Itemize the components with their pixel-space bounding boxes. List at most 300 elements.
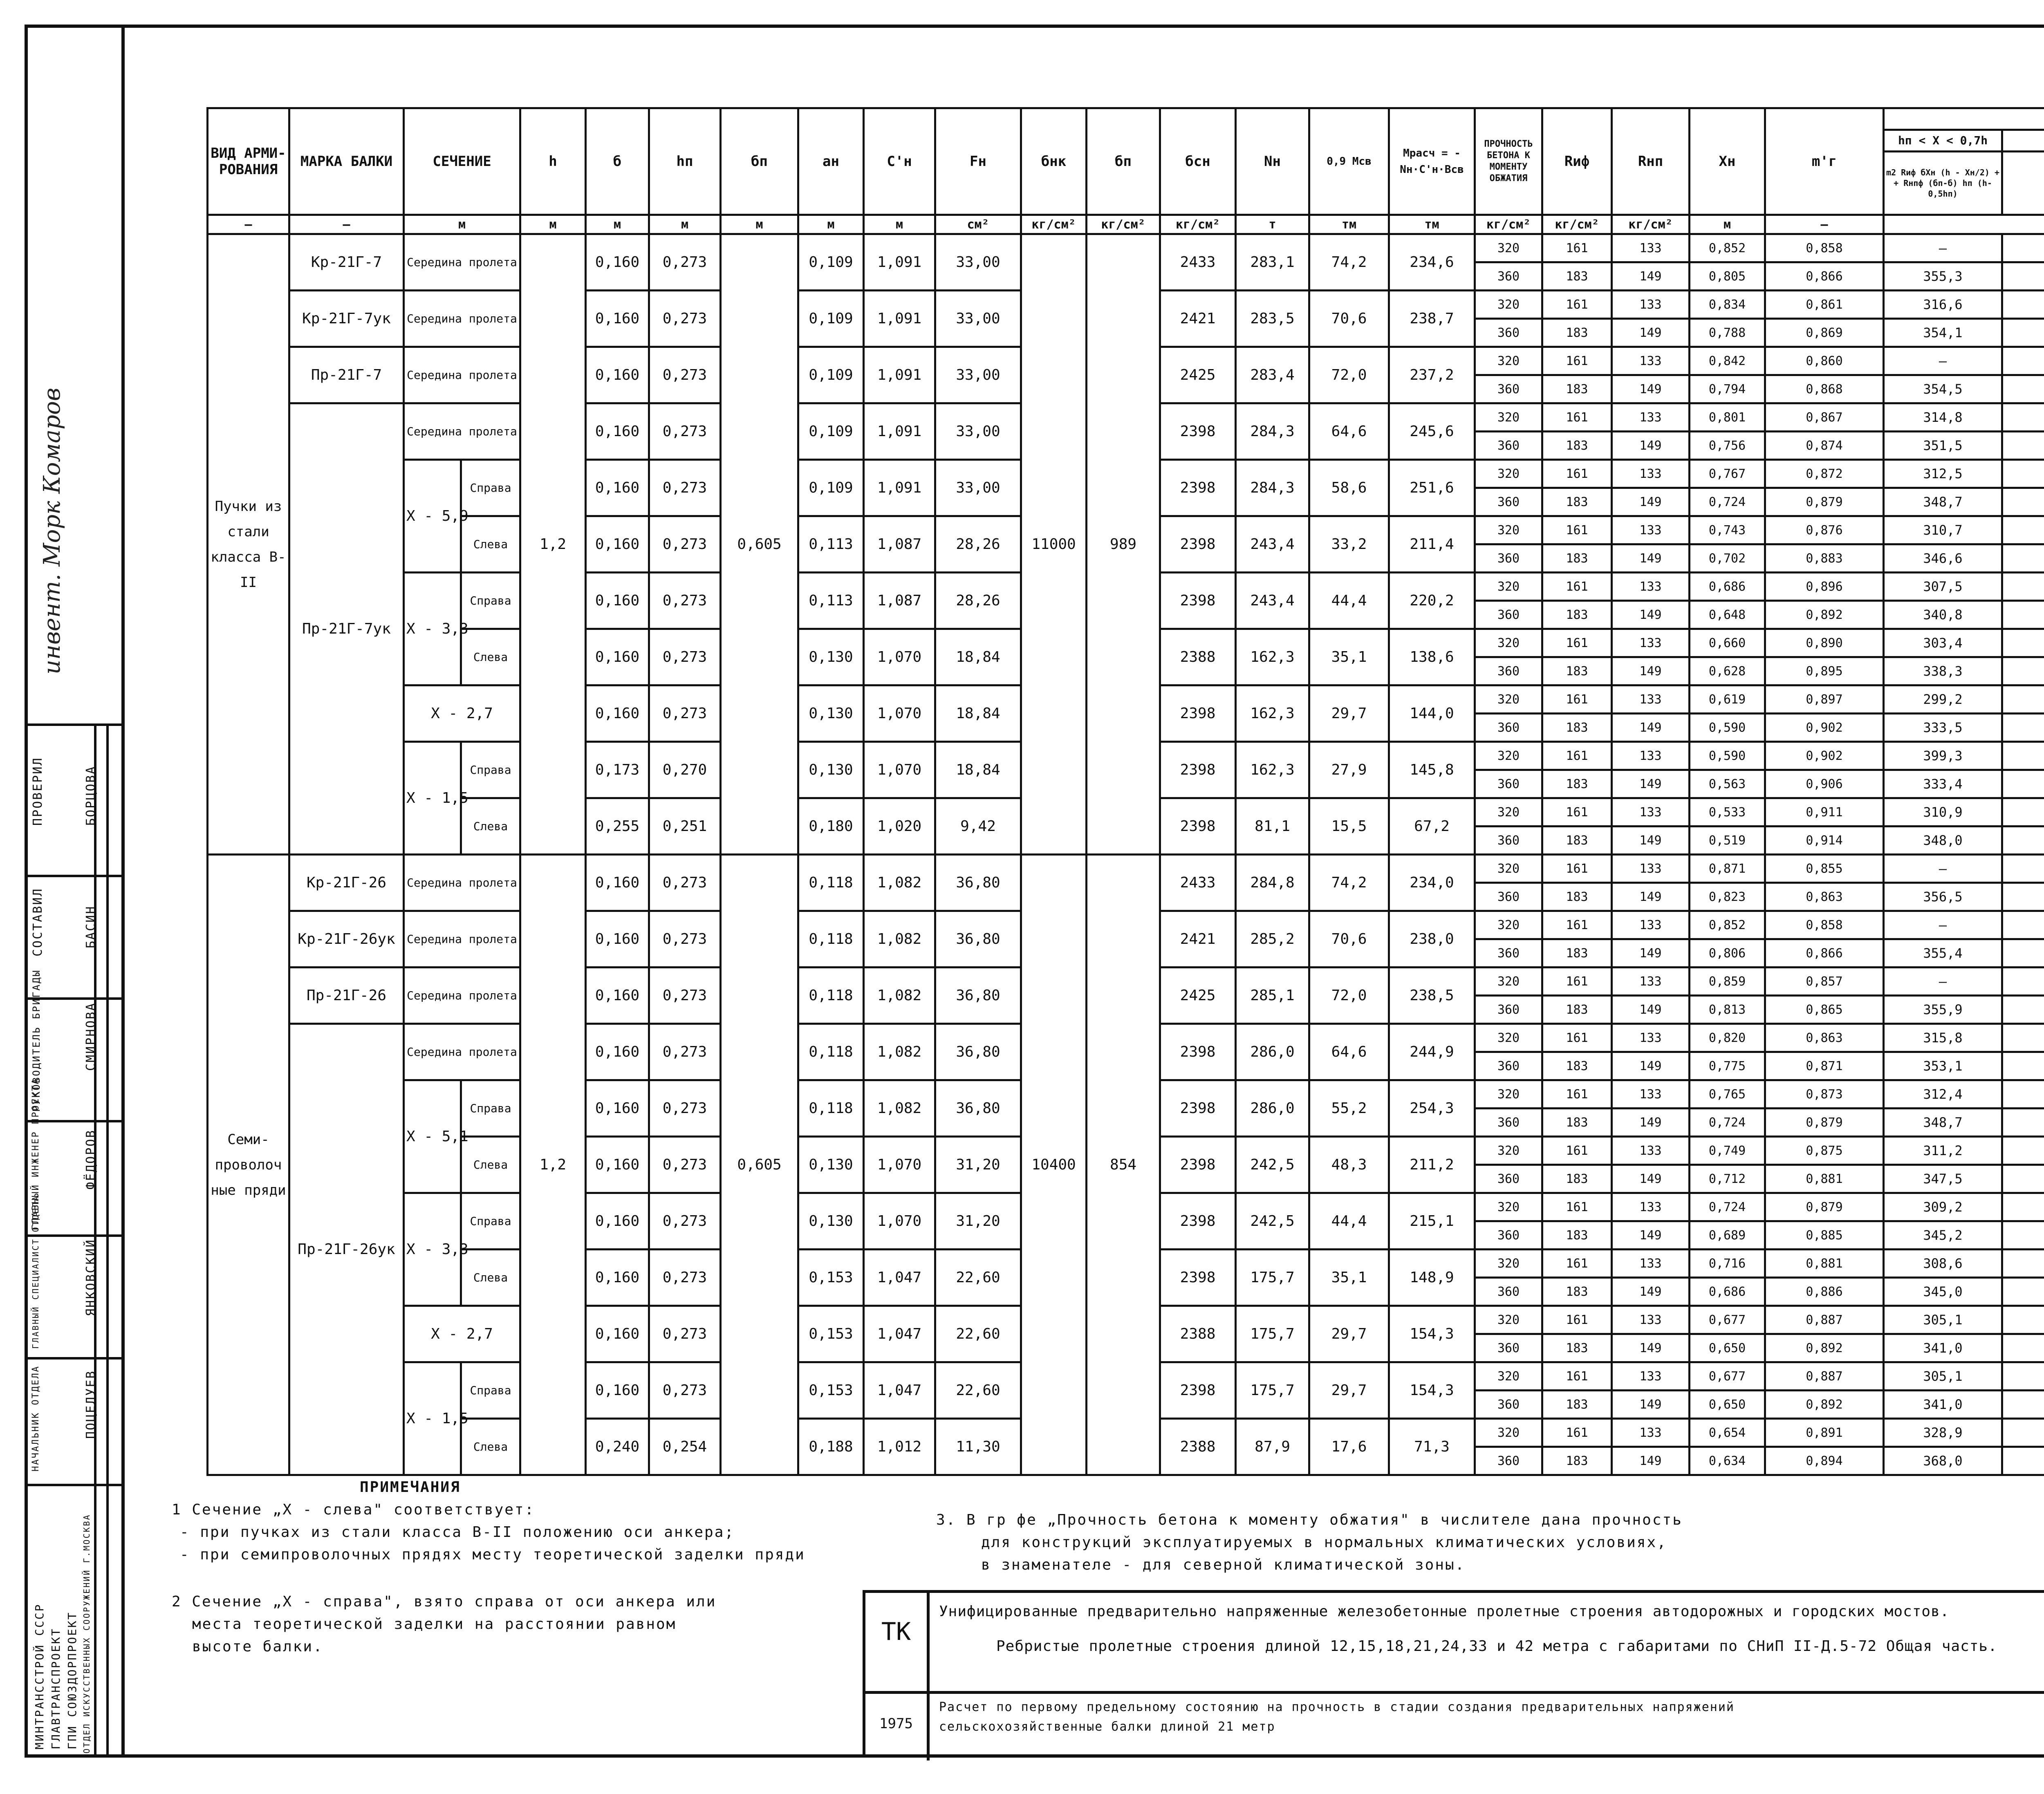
stamp-org: ГЛАВТРАНСПРОЕКТ — [49, 1628, 63, 1749]
prochn-cell: 360 — [1475, 1447, 1542, 1475]
scn-cell: 2398 — [1160, 1193, 1236, 1250]
cn-cell: 1,070 — [864, 1193, 935, 1250]
prochn-cell: 360 — [1475, 1052, 1542, 1080]
xn-cell: 0,686 — [1690, 573, 1765, 601]
mpred2-cell — [2002, 319, 2044, 347]
m2-cell: 0,892 — [1765, 1334, 1884, 1362]
mpred1-cell: 308,6 — [1884, 1250, 2002, 1278]
scn-cell: 2398 — [1160, 1362, 1236, 1419]
section-side-cell: Справа — [461, 460, 520, 516]
nn-cell: 243,4 — [1236, 573, 1309, 629]
cn-cell: 1,091 — [864, 234, 935, 291]
mpred1-cell: 347,5 — [1884, 1165, 2002, 1193]
mcb-cell: 72,0 — [1309, 347, 1389, 403]
scn-cell: 2398 — [1160, 1250, 1236, 1306]
m2-cell: 0,867 — [1765, 403, 1884, 432]
xn-cell: 0,743 — [1690, 516, 1765, 544]
xn-cell: 0,765 — [1690, 1080, 1765, 1109]
mcb-cell: 70,6 — [1309, 911, 1389, 968]
unit-cell: м — [649, 215, 721, 234]
col-h: h — [520, 108, 586, 215]
mrasch-cell: 67,2 — [1389, 798, 1475, 855]
col-sechenie: СЕЧЕНИЕ — [404, 108, 520, 215]
m2-cell: 0,881 — [1765, 1250, 1884, 1278]
hn-cell: 0,273 — [649, 573, 721, 629]
nn-cell: 285,2 — [1236, 911, 1309, 968]
m2-cell: 0,861 — [1765, 291, 1884, 319]
section-cell: Середина пролета — [404, 968, 520, 1024]
xn-cell: 0,677 — [1690, 1362, 1765, 1391]
unit-cell: — — [1765, 215, 1884, 234]
ru-cell: 161 — [1542, 911, 1612, 939]
prochn-cell: 360 — [1475, 319, 1542, 347]
mpred2-cell — [2002, 1419, 2044, 1447]
ru-cell: 161 — [1542, 1024, 1612, 1052]
mpred2-cell — [2002, 1193, 2044, 1221]
x-group-cell: X - 3,3 — [404, 1193, 461, 1306]
prochn-cell: 320 — [1475, 855, 1542, 883]
rnp-cell: 149 — [1612, 996, 1690, 1024]
ru-cell: 161 — [1542, 291, 1612, 319]
ru-cell: 161 — [1542, 685, 1612, 714]
ru-cell: 161 — [1542, 1193, 1612, 1221]
mrasch-cell: 215,1 — [1389, 1193, 1475, 1250]
b-cell: 0,160 — [586, 347, 649, 403]
prochn-cell: 320 — [1475, 968, 1542, 996]
mpred1-cell: 316,6 — [1884, 291, 2002, 319]
vid-cell: Семи- проволоч ные пряди — [208, 855, 289, 1475]
m2-cell: 0,871 — [1765, 1052, 1884, 1080]
ru-cell: 183 — [1542, 262, 1612, 291]
ru-cell: 183 — [1542, 657, 1612, 685]
ru-cell: 183 — [1542, 319, 1612, 347]
mpred2-cell — [2002, 1109, 2044, 1137]
mrasch-cell: 154,3 — [1389, 1306, 1475, 1362]
fn-cell: 33,00 — [935, 460, 1021, 516]
rnp-cell: 149 — [1612, 1165, 1690, 1193]
col-sp: бп — [1087, 108, 1160, 215]
hn-cell: 0,273 — [649, 291, 721, 347]
title-block — [863, 1590, 2044, 1758]
an-cell: 0,109 — [798, 234, 864, 291]
rnp-cell: 133 — [1612, 629, 1690, 657]
mrasch-cell: 234,0 — [1389, 855, 1475, 911]
scn-cell: 2398 — [1160, 1080, 1236, 1137]
mrasch-cell: 237,2 — [1389, 347, 1475, 403]
mpred1-cell: 348,7 — [1884, 488, 2002, 516]
mpred2-cell — [2002, 826, 2044, 855]
xn-cell: 0,628 — [1690, 657, 1765, 685]
ru-cell: 183 — [1542, 601, 1612, 629]
hn-cell: 0,273 — [649, 629, 721, 685]
mpred1-cell: 351,5 — [1884, 432, 2002, 460]
mpred1-cell: 345,0 — [1884, 1278, 2002, 1306]
prochn-cell: 360 — [1475, 714, 1542, 742]
year: 1975 — [865, 1716, 927, 1732]
calc-table — [206, 107, 2044, 1476]
hn-cell: 0,273 — [649, 1193, 721, 1250]
fn-cell: 9,42 — [935, 798, 1021, 855]
an-cell: 0,109 — [798, 403, 864, 460]
rnp-cell: 133 — [1612, 1306, 1690, 1334]
m2-cell: 0,868 — [1765, 375, 1884, 403]
m2-cell: 0,876 — [1765, 516, 1884, 544]
xn-cell: 0,767 — [1690, 460, 1765, 488]
section-side-cell: Справа — [461, 742, 520, 798]
unit-cell: кг/см² — [1160, 215, 1236, 234]
rnp-cell: 149 — [1612, 1221, 1690, 1250]
b-cell: 0,160 — [586, 968, 649, 1024]
stamp-role: РУКОВОДИТЕЛЬ БРИГАДЫ — [31, 969, 42, 1112]
mpred2-cell — [2002, 1165, 2044, 1193]
section-side-cell: Слева — [461, 798, 520, 855]
rnp-cell: 133 — [1612, 685, 1690, 714]
mpred1-cell: 333,5 — [1884, 714, 2002, 742]
rnp-cell: 133 — [1612, 1419, 1690, 1447]
unit-cell: — — [289, 215, 404, 234]
ru-cell: 161 — [1542, 1250, 1612, 1278]
rnp-cell: 149 — [1612, 319, 1690, 347]
mpred2-cell — [2002, 855, 2044, 883]
scn-cell: 2398 — [1160, 460, 1236, 516]
mrasch-cell: 238,0 — [1389, 911, 1475, 968]
prochn-cell: 320 — [1475, 1362, 1542, 1391]
mpred2-cell — [2002, 770, 2044, 798]
mpred2-cell — [2002, 911, 2044, 939]
xn-cell: 0,834 — [1690, 291, 1765, 319]
m2-cell: 0,906 — [1765, 770, 1884, 798]
mpred1-cell: 354,1 — [1884, 319, 2002, 347]
hn-cell: 0,251 — [649, 798, 721, 855]
stamp-name: БАСИН — [84, 905, 98, 948]
rnp-cell: 133 — [1612, 1362, 1690, 1391]
mpred1-cell: 338,3 — [1884, 657, 2002, 685]
xn-cell: 0,756 — [1690, 432, 1765, 460]
mpred2-cell — [2002, 1221, 2044, 1250]
stamp-role: ПРОВЕРИЛ — [31, 757, 45, 826]
xn-cell: 0,859 — [1690, 968, 1765, 996]
rnp-cell: 149 — [1612, 883, 1690, 911]
prochn-cell: 360 — [1475, 1334, 1542, 1362]
cn-cell: 1,091 — [864, 291, 935, 347]
title-line-1: Унифицированные предварительно напряженные железобетонные пролетные строения автодорожных и городских мостов. — [939, 1603, 2044, 1620]
mrasch-cell: 154,3 — [1389, 1362, 1475, 1419]
prochn-cell: 360 — [1475, 375, 1542, 403]
cn-cell: 1,082 — [864, 1024, 935, 1080]
an-cell: 0,130 — [798, 1193, 864, 1250]
mpred2-cell — [2002, 1052, 2044, 1080]
nn-cell: 175,7 — [1236, 1250, 1309, 1306]
scn-cell: 2388 — [1160, 1419, 1236, 1475]
b-cell: 0,160 — [586, 911, 649, 968]
unit-cell: тм — [1309, 215, 1389, 234]
mcb-cell: 29,7 — [1309, 1306, 1389, 1362]
mpred1-cell: — — [1884, 347, 2002, 375]
mpred1-cell: 303,4 — [1884, 629, 2002, 657]
nn-cell: 285,1 — [1236, 968, 1309, 1024]
table-row — [208, 855, 2044, 883]
cn-cell: 1,047 — [864, 1362, 935, 1419]
prochn-cell: 320 — [1475, 629, 1542, 657]
mcb-cell: 15,5 — [1309, 798, 1389, 855]
prochn-cell: 320 — [1475, 1250, 1542, 1278]
cn-cell: 1,070 — [864, 629, 935, 685]
m2-cell: 0,885 — [1765, 1221, 1884, 1250]
section-side-cell: Слева — [461, 1419, 520, 1475]
section-cell: Середина пролета — [404, 911, 520, 968]
mpred1-cell: 341,0 — [1884, 1334, 2002, 1362]
prochn-cell: 320 — [1475, 1193, 1542, 1221]
mpred1-cell: 314,8 — [1884, 403, 2002, 432]
note-2a: 2 Сечение „X - справа", взято справа от оси анкера или — [172, 1590, 716, 1614]
stamp-name: ФЁДОРОВ — [84, 1129, 98, 1189]
rnp-cell: 133 — [1612, 798, 1690, 826]
mrasch-cell: 148,9 — [1389, 1250, 1475, 1306]
fn-cell: 36,80 — [935, 855, 1021, 911]
xn-cell: 0,660 — [1690, 629, 1765, 657]
hn-cell: 0,273 — [649, 403, 721, 460]
rnp-cell: 133 — [1612, 1193, 1690, 1221]
mcb-cell: 44,4 — [1309, 1193, 1389, 1250]
an-cell: 0,188 — [798, 1419, 864, 1475]
nn-cell: 175,7 — [1236, 1306, 1309, 1362]
x-group-cell: X - 1,5 — [404, 1362, 461, 1475]
b-cell: 0,160 — [586, 403, 649, 460]
m2-cell: 0,874 — [1765, 432, 1884, 460]
nn-cell: 284,3 — [1236, 403, 1309, 460]
mpred1-cell: 355,4 — [1884, 939, 2002, 968]
cn-cell: 1,082 — [864, 911, 935, 968]
mpred1-cell: 312,5 — [1884, 460, 2002, 488]
scn-cell: 2398 — [1160, 685, 1236, 742]
xn-cell: 0,813 — [1690, 996, 1765, 1024]
unit-cell: тм — [1389, 215, 1475, 234]
m2-cell: 0,892 — [1765, 1391, 1884, 1419]
prochn-cell: 360 — [1475, 1165, 1542, 1193]
rnp-cell: 133 — [1612, 1250, 1690, 1278]
section-cell: Середина пролета — [404, 291, 520, 347]
fn-cell: 28,26 — [935, 516, 1021, 573]
rnp-cell: 133 — [1612, 1024, 1690, 1052]
m2-cell: 0,857 — [1765, 968, 1884, 996]
prochn-cell: 360 — [1475, 1278, 1542, 1306]
mcb-cell: 44,4 — [1309, 573, 1389, 629]
fn-cell: 18,84 — [935, 742, 1021, 798]
cn-cell: 1,082 — [864, 1080, 935, 1137]
rnp-cell: 149 — [1612, 488, 1690, 516]
col-marka: МАРКА БАЛКИ — [289, 108, 404, 215]
ru-cell: 161 — [1542, 742, 1612, 770]
mcb-cell: 48,3 — [1309, 1137, 1389, 1193]
ru-cell: 183 — [1542, 1109, 1612, 1137]
cn-cell: 1,087 — [864, 573, 935, 629]
m2-cell: 0,863 — [1765, 1024, 1884, 1052]
nn-cell: 286,0 — [1236, 1080, 1309, 1137]
nn-cell: 283,1 — [1236, 234, 1309, 291]
ru-cell: 161 — [1542, 798, 1612, 826]
mpred2-cell — [2002, 601, 2044, 629]
cn-cell: 1,087 — [864, 516, 935, 573]
nn-cell: 175,7 — [1236, 1362, 1309, 1419]
mpred1-cell: 305,1 — [1884, 1306, 2002, 1334]
cn-cell: 1,047 — [864, 1306, 935, 1362]
section-cell: Середина пролета — [404, 855, 520, 911]
ru-cell: 161 — [1542, 1137, 1612, 1165]
stamp-role: НАЧАЛЬНИК ОТДЕЛА — [31, 1365, 41, 1471]
prochn-cell: 360 — [1475, 883, 1542, 911]
m2-cell: 0,855 — [1765, 855, 1884, 883]
mrasch-cell: 138,6 — [1389, 629, 1475, 685]
mpred2-cell — [2002, 1362, 2044, 1391]
rnp-cell: 133 — [1612, 855, 1690, 883]
m2-cell: 0,887 — [1765, 1362, 1884, 1391]
mpred2-cell — [2002, 1137, 2044, 1165]
prochn-cell: 360 — [1475, 262, 1542, 291]
mpred2-cell — [2002, 291, 2044, 319]
mcb-cell: 64,6 — [1309, 1024, 1389, 1080]
mpred2-cell — [2002, 996, 2044, 1024]
an-cell: 0,118 — [798, 1024, 864, 1080]
hn-cell: 0,273 — [649, 1137, 721, 1193]
xn-cell: 0,724 — [1690, 1109, 1765, 1137]
mpred1-cell: 348,0 — [1884, 826, 2002, 855]
nn-cell: 242,5 — [1236, 1193, 1309, 1250]
an-cell: 0,113 — [798, 516, 864, 573]
rnp-cell: 149 — [1612, 262, 1690, 291]
x-group-cell: X - 1,5 — [404, 742, 461, 855]
prochn-cell: 320 — [1475, 911, 1542, 939]
mrasch-cell: 220,2 — [1389, 573, 1475, 629]
h-cell: 1,2 — [520, 855, 586, 1475]
mpred2-cell — [2002, 1391, 2044, 1419]
ru-cell: 183 — [1542, 1221, 1612, 1250]
xn-cell: 0,788 — [1690, 319, 1765, 347]
mrasch-cell: 234,6 — [1389, 234, 1475, 291]
rnp-cell: 149 — [1612, 432, 1690, 460]
ru-cell: 161 — [1542, 855, 1612, 883]
m2-cell: 0,892 — [1765, 601, 1884, 629]
ru-cell: 183 — [1542, 883, 1612, 911]
mpred2-cell — [2002, 460, 2044, 488]
mpred2-cell — [2002, 1250, 2044, 1278]
hn-cell: 0,273 — [649, 1024, 721, 1080]
rnp-cell: 149 — [1612, 1447, 1690, 1475]
prochn-cell: 320 — [1475, 403, 1542, 432]
scn-cell: 2398 — [1160, 573, 1236, 629]
an-cell: 0,153 — [798, 1250, 864, 1306]
mpred1-cell: 353,1 — [1884, 1052, 2002, 1080]
stamp-org: ОТДЕЛ ИСКУССТВЕННЫХ СООРУЖЕНИЙ Г.МОСКВА — [82, 1514, 92, 1754]
b-cell: 0,160 — [586, 1080, 649, 1137]
mcb-cell: 35,1 — [1309, 1250, 1389, 1306]
rnp-cell: 149 — [1612, 1052, 1690, 1080]
cn-cell: 1,047 — [864, 1250, 935, 1306]
scn-cell: 2421 — [1160, 911, 1236, 968]
rnp-cell: 149 — [1612, 714, 1690, 742]
hn-cell: 0,273 — [649, 855, 721, 911]
mrasch-cell: 254,3 — [1389, 1080, 1475, 1137]
rnp-cell: 133 — [1612, 911, 1690, 939]
prochn-cell: 360 — [1475, 488, 1542, 516]
ru-cell: 183 — [1542, 939, 1612, 968]
prochn-cell: 320 — [1475, 573, 1542, 601]
mpred1-cell: 354,5 — [1884, 375, 2002, 403]
section-cell: Середина пролета — [404, 1024, 520, 1080]
an-cell: 0,130 — [798, 629, 864, 685]
b-cell: 0,160 — [586, 685, 649, 742]
fn-cell: 31,20 — [935, 1193, 1021, 1250]
mrasch-cell: 245,6 — [1389, 403, 1475, 460]
mpred1-cell: 340,8 — [1884, 601, 2002, 629]
rnp-cell: 133 — [1612, 573, 1690, 601]
formula-case1: m2 Rиф бXн (h - Xн/2) + + Rнпф (бп-б) hп (h-0,5hп) — [1884, 152, 2002, 215]
fn-cell: 36,80 — [935, 968, 1021, 1024]
rnp-cell: 133 — [1612, 403, 1690, 432]
fn-cell: 36,80 — [935, 1024, 1021, 1080]
prochn-cell: 320 — [1475, 1080, 1542, 1109]
mpred1-cell: 310,7 — [1884, 516, 2002, 544]
cn-cell: 1,082 — [864, 968, 935, 1024]
scn-cell: 2388 — [1160, 629, 1236, 685]
nn-cell: 283,4 — [1236, 347, 1309, 403]
m2-cell: 0,866 — [1765, 939, 1884, 968]
m2-cell: 0,891 — [1765, 1419, 1884, 1447]
note-1b: - при семипроволочных прядях месту теоретической заделки пряди — [180, 1543, 805, 1567]
scn-cell: 2398 — [1160, 403, 1236, 460]
b-cell: 0,173 — [586, 742, 649, 798]
mpred1-cell: 368,0 — [1884, 1447, 2002, 1475]
b-cell: 0,160 — [586, 1362, 649, 1419]
m2-cell: 0,879 — [1765, 1109, 1884, 1137]
unit-cell — [1884, 215, 2044, 234]
mpred1-cell: 355,3 — [1884, 262, 2002, 291]
m2-cell: 0,895 — [1765, 657, 1884, 685]
ru-cell: 183 — [1542, 770, 1612, 798]
section-side-cell: Справа — [461, 1080, 520, 1137]
col-b: б — [586, 108, 649, 215]
hn-cell: 0,254 — [649, 1419, 721, 1475]
col-mpred-case2 — [2002, 130, 2044, 152]
xn-cell: 0,686 — [1690, 1278, 1765, 1306]
hn-cell: 0,273 — [649, 347, 721, 403]
mpred1-cell: 310,9 — [1884, 798, 2002, 826]
b-cell: 0,255 — [586, 798, 649, 855]
b-cell: 0,160 — [586, 855, 649, 911]
an-cell: 0,130 — [798, 1137, 864, 1193]
b-cell: 0,240 — [586, 1419, 649, 1475]
col-fn: Fн — [935, 108, 1021, 215]
nn-cell: 162,3 — [1236, 629, 1309, 685]
mcb-cell: 74,2 — [1309, 234, 1389, 291]
prochn-cell: 320 — [1475, 460, 1542, 488]
marka-cell: Пр-21Г-26 — [289, 968, 404, 1024]
cn-cell: 1,070 — [864, 685, 935, 742]
col-xn: Xн — [1690, 108, 1765, 215]
b-cell: 0,160 — [586, 1306, 649, 1362]
mcb-cell: 58,6 — [1309, 460, 1389, 516]
sp-cell: 989 — [1087, 234, 1160, 855]
scn-cell: 2398 — [1160, 742, 1236, 798]
prochn-cell: 320 — [1475, 1306, 1542, 1334]
ru-cell: 183 — [1542, 432, 1612, 460]
mpred2-cell — [2002, 657, 2044, 685]
fn-cell: 36,80 — [935, 911, 1021, 968]
rnp-cell: 149 — [1612, 1334, 1690, 1362]
prochn-cell: 360 — [1475, 1109, 1542, 1137]
stamp-role: ГЛАВНЫЙ ИНЖЕНЕР ПРОЕКТА — [31, 1077, 41, 1230]
mpred1-cell: 315,8 — [1884, 1024, 2002, 1052]
col-hn: hп — [649, 108, 721, 215]
